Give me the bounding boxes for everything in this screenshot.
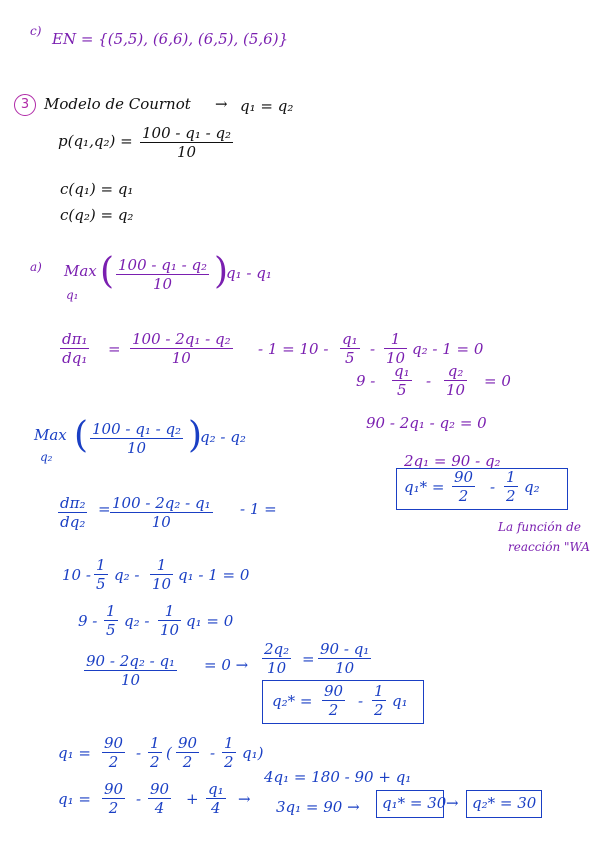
sub1-frac3-num: 90 — [178, 734, 198, 752]
s1-minus: - — [426, 372, 432, 390]
t2-end: q₁ = 0 — [186, 612, 234, 630]
t1-mid: q₂ - — [114, 566, 140, 584]
deriv1-lhs — [60, 330, 89, 367]
result-q1: q₁* = 30 — [382, 794, 447, 812]
deriv1-frac2-num: 1 — [384, 330, 407, 349]
s1-lead: 9 - — [356, 372, 376, 390]
br2-frac2-num: 1 — [374, 682, 384, 700]
t1-frac1-den: 5 — [96, 575, 106, 593]
t1-end: q₁ - 1 = 0 — [178, 566, 250, 584]
deriv2-tail: - 1 = — [240, 500, 277, 518]
section-3-number: 3 — [14, 94, 36, 116]
price-numerator: 100 - q₁ - q₂ — [142, 124, 232, 142]
t2-frac2-num: 1 — [158, 602, 181, 621]
sub2-rhs: 4q₁ = 180 - 90 + q₁ — [264, 768, 412, 786]
br1-end: q₂ — [524, 478, 540, 496]
max1-subscript: q₁ — [66, 288, 79, 302]
t2-frac2 — [158, 602, 181, 639]
t1-frac2-den: 10 — [152, 575, 172, 593]
sub1-frac3 — [176, 734, 199, 771]
deriv2-lhs — [58, 494, 87, 531]
sub1-lhs: q₁ = — [58, 744, 91, 762]
max1-numerator: 100 - q₁ - q₂ — [118, 256, 208, 274]
t3-frac2 — [318, 640, 371, 677]
sub1-frac4-den: 2 — [224, 753, 234, 771]
t2-lead: 9 - — [78, 612, 98, 630]
sub2-frac1-num: 90 — [104, 780, 124, 798]
sub1-frac1-num: 90 — [104, 734, 124, 752]
close-paren: ) — [214, 251, 229, 292]
sub1-minus2: - — [210, 744, 216, 762]
max2-fraction — [90, 420, 183, 457]
max1-tail: q₁ - q₁ — [226, 264, 272, 282]
sub2-frac1 — [102, 780, 125, 817]
part-c-equilibria: EN = {(5,5), (6,6), (6,5), (5,6)} — [52, 30, 289, 48]
max1-word: Max — [64, 262, 97, 280]
deriv1-tail: - 1 = 10 - — [258, 340, 329, 358]
s1-frac2 — [444, 362, 467, 399]
br1-minus: - — [490, 478, 496, 496]
sub2-frac2 — [148, 780, 171, 817]
deriv1-lhs-den: dq₁ — [62, 349, 88, 367]
t1-frac1-num: 1 — [96, 556, 106, 574]
br2-end: q₁ — [392, 692, 408, 710]
open-paren: ( — [100, 251, 115, 292]
deriv1-frac1-num: q₁ — [342, 330, 358, 348]
s1-frac1-num: q₁ — [394, 362, 410, 380]
deriv1-rhs-num: 100 - 2q₁ - q₂ — [132, 330, 231, 348]
sub2-plus: + — [186, 790, 199, 808]
cost-1: c(q₁) = q₁ — [60, 180, 134, 198]
sub1-frac1 — [102, 734, 125, 771]
sub2-frac3-num: q₁ — [208, 780, 224, 798]
t3-eq2: = — [302, 650, 315, 668]
br2-frac1-num: 90 — [324, 682, 344, 700]
price-fraction — [140, 124, 233, 161]
part-c-label: c) — [30, 24, 42, 38]
sub1-frac1-den: 2 — [108, 753, 119, 771]
br1-frac1-num: 90 — [454, 468, 474, 486]
deriv1-rhs — [130, 330, 233, 367]
sub2-frac2-num: 90 — [150, 780, 170, 798]
cost-2: c(q₂) = q₂ — [60, 206, 134, 224]
t2-frac1 — [104, 602, 118, 639]
deriv2-rhs-num: 100 - 2q₂ - q₁ — [112, 494, 211, 512]
deriv2-rhs — [110, 494, 213, 531]
max2-denominator: 10 — [126, 439, 147, 457]
t3-frac — [84, 652, 177, 689]
t2-frac1-num: 1 — [106, 602, 116, 620]
price-lhs: p(q₁,q₂) = — [58, 132, 133, 150]
br2-frac1-den: 2 — [328, 701, 339, 719]
t3-frac1 — [262, 640, 291, 677]
sub1-frac4-num: 1 — [224, 734, 234, 752]
sub2-frac3-den: 4 — [211, 799, 221, 817]
t3-frac2-den: 10 — [335, 659, 355, 677]
sub2-frac3 — [206, 780, 226, 817]
note-line-1: La función de — [498, 520, 581, 534]
sub1-frac3-den: 2 — [182, 753, 193, 771]
deriv1-frac1-den: 5 — [345, 349, 355, 367]
s3: 2q₁ = 90 - q₂ — [404, 452, 501, 470]
note-line-2: reacción "WA — [508, 540, 590, 554]
sub1-minus: - — [136, 744, 142, 762]
t3-num: 90 - 2q₂ - q₁ — [86, 652, 176, 670]
sub2-frac2-den: 4 — [154, 799, 165, 817]
s1-frac2-den: 10 — [446, 381, 466, 399]
br2-frac1 — [322, 682, 345, 719]
t3-frac1-den: 10 — [267, 659, 287, 677]
section-3-relation: q₁ = q₂ — [240, 97, 294, 115]
max2-tail: q₂ - q₂ — [200, 428, 246, 446]
result-q2: q₂* = 30 — [472, 794, 537, 812]
sub1-frac2-num: 1 — [150, 734, 160, 752]
arrow-icon: → — [215, 95, 228, 113]
s2: 90 - 2q₁ - q₂ = 0 — [366, 414, 487, 432]
s1-end: = 0 — [484, 372, 511, 390]
sub2-lhs: q₁ = — [58, 790, 91, 808]
t3-eq: = 0 → — [204, 656, 249, 674]
sub1-frac2-den: 2 — [150, 753, 160, 771]
deriv1-frac2-den: 10 — [386, 349, 406, 367]
br2-minus: - — [358, 692, 364, 710]
deriv1-frac1 — [340, 330, 360, 367]
max2-numerator: 100 - q₁ - q₂ — [92, 420, 182, 438]
sub3: 3q₁ = 90 → — [276, 798, 360, 816]
t3-frac2-num: 90 - q₁ — [320, 640, 370, 658]
deriv1-eq: = — [108, 340, 121, 358]
t3-den: 10 — [120, 671, 141, 689]
max1-denominator: 10 — [152, 275, 173, 293]
deriv1-lhs-num: dπ₁ — [62, 330, 88, 348]
t3-frac1-num: 2q₂ — [264, 640, 290, 658]
deriv2-lhs-den: dq₂ — [60, 513, 86, 531]
br1-frac2 — [504, 468, 518, 505]
sub2-minus: - — [136, 790, 142, 808]
price-denominator: 10 — [176, 143, 197, 161]
max2-word: Max — [34, 426, 67, 444]
br2-lhs: q₂* = — [272, 692, 313, 710]
result-arrow: → — [446, 794, 459, 812]
deriv2-lhs-num: dπ₂ — [60, 494, 86, 512]
sub1-open: ( — [166, 744, 172, 762]
deriv2-eq: = — [98, 500, 111, 518]
deriv1-minus: - — [370, 340, 376, 358]
sub2-frac1-den: 2 — [108, 799, 119, 817]
deriv1-end: q₂ - 1 = 0 — [412, 340, 484, 358]
s1-frac2-num: q₂ — [444, 362, 467, 381]
br1-frac2-num: 1 — [506, 468, 516, 486]
open-paren-2: ( — [74, 415, 89, 456]
t1-lead: 10 - — [62, 566, 91, 584]
s1-frac1 — [392, 362, 412, 399]
part-a-label: a) — [30, 260, 42, 274]
s1-frac1-den: 5 — [397, 381, 407, 399]
t2-mid: q₂ - — [124, 612, 150, 630]
br1-frac1-den: 2 — [458, 487, 469, 505]
section-3-title: Modelo de Cournot — [44, 95, 191, 113]
t2-frac1-den: 5 — [106, 621, 116, 639]
max1-fraction — [116, 256, 209, 293]
t1-frac2 — [150, 556, 173, 593]
sub1-frac4 — [222, 734, 236, 771]
deriv1-rhs-den: 10 — [171, 349, 191, 367]
close-paren-2: ) — [188, 415, 203, 456]
t2-frac2-den: 10 — [160, 621, 180, 639]
br1-lhs: q₁* = — [404, 478, 445, 496]
max2-subscript: q₂ — [40, 450, 53, 464]
br1-frac2-den: 2 — [506, 487, 516, 505]
sub1-end: q₁) — [242, 744, 264, 762]
t1-frac1 — [94, 556, 108, 593]
t1-frac2-num: 1 — [150, 556, 173, 575]
sub2-arrow: → — [238, 790, 251, 808]
br2-frac2 — [372, 682, 386, 719]
br1-frac1 — [452, 468, 475, 505]
sub1-frac2 — [148, 734, 162, 771]
br2-frac2-den: 2 — [374, 701, 384, 719]
deriv2-rhs-den: 10 — [151, 513, 171, 531]
